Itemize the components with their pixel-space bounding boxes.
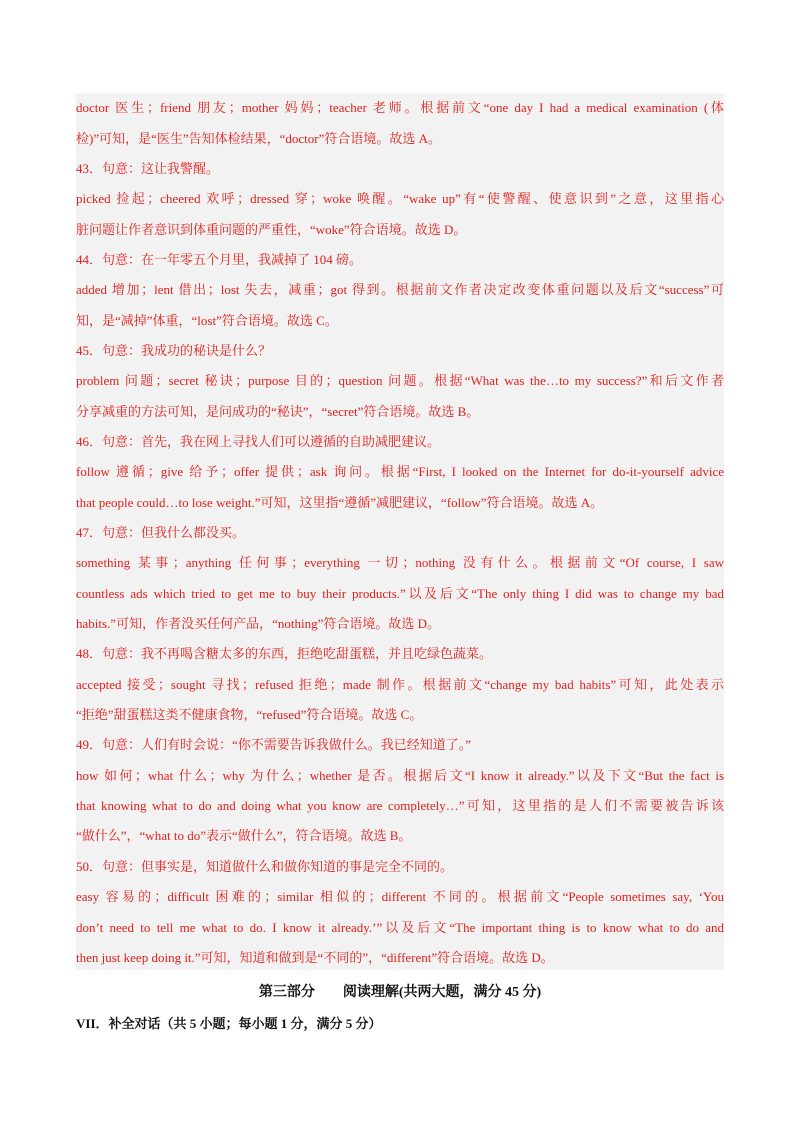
explanation-line: follow 遵循；give 给予；offer 提供；ask 询问。根据“First, I looked on the Internet for do-it-yourself advice <box>76 464 724 479</box>
explanation-line: added 增加；lent 借出；lost 失去，减重；got 得到。根据前文作者决定改变体重问题以及后文“success”可 <box>76 282 724 297</box>
explanation-line: 脏问题让作者意识到体重问题的严重性，“woke”符合语境。故选 D。 <box>76 222 467 237</box>
explanation-line: picked 捡起；cheered 欢呼；dressed 穿；woke 唤醒。“wake up”有“使警醒、使意识到”之意，这里指心 <box>76 191 724 206</box>
question-50-translation: 50．句意：但事实是，知道做什么和做你知道的事是完全不同的。 <box>76 859 454 874</box>
explanation-line: 分享减重的方法可知，是问成功的“秘诀”，“secret”符合语境。故选 B。 <box>76 404 480 419</box>
explanation-line: problem 问题；secret 秘诀；purpose 目的；question 问题。根据“What was the…to my success?”和后文作者 <box>76 373 724 388</box>
explanation-line: that people could…to lose weight.”可知，这里指“遵循”减肥建议，“follow”符合语境。故选 A。 <box>76 495 604 510</box>
explanation-line: habits.”可知，作者没买任何产品，“nothing”符合语境。故选 D。 <box>76 616 440 631</box>
explanation-line: “做什么”，“what to do”表示“做什么”，符合语境。故选 B。 <box>76 828 412 843</box>
explanation-line: easy 容易的；difficult 困难的；similar 相似的；different 不同的。根据前文“People sometimes say, ‘You <box>76 889 724 904</box>
question-49-translation: 49．句意：人们有时会说：“你不需要告诉我做什么。我已经知道了。” <box>76 737 472 752</box>
sub-heading: VII．补全对话（共 5 小题；每小题 1 分，满分 5 分） <box>76 1016 382 1031</box>
explanation-line: countless ads which tried to get me to buy their products.”以及后文“The only thing I did was to change my bad <box>76 586 724 601</box>
question-45-translation: 45．句意：我成功的秘诀是什么？ <box>76 343 272 358</box>
explanation-line: how 如何；what 什么；why 为什么；whether 是否。根据后文“I know it already.”以及下文“But the fact is <box>76 768 724 783</box>
question-48-translation: 48．句意：我不再喝含糖太多的东西，拒绝吃甜蛋糕，并且吃绿色蔬菜。 <box>76 646 493 661</box>
explanation-line: something 某事；anything 任何事；everything 一切；nothing 没有什么。根据前文“Of course, I saw <box>76 555 724 570</box>
explanation-line: that knowing what to do and doing what you know are completely…”可知，这里指的是人们不需要被告诉该 <box>76 798 724 813</box>
explanation-line: don’t need to tell me what to do. I know it already.’”以及后文“The important thing is to know what to do and <box>76 920 724 935</box>
question-47-translation: 47．句意：但我什么都没买。 <box>76 525 246 540</box>
explanation-line: 检)”可知，是“医生”告知体检结果，“doctor”符合语境。故选 A。 <box>76 131 442 146</box>
explanation-line: 知，是“减掉”体重，“lost”符合语境。故选 C。 <box>76 313 338 328</box>
question-46-translation: 46．句意：首先，我在网上寻找人们可以遵循的自助减肥建议。 <box>76 434 441 449</box>
explanation-line: doctor 医生；friend 朋友；mother 妈妈；teacher 老师。根据前文“one day I had a medical examination (体 <box>76 100 724 115</box>
question-44-translation: 44．句意：在一年零五个月里，我减掉了 104 磅。 <box>76 252 363 267</box>
explanation-line: then just keep doing it.”可知，知道和做到是“不同的”，“different”符合语境。故选 D。 <box>76 950 554 965</box>
explanation-line: “拒绝”甜蛋糕这类不健康食物，“refused”符合语境。故选 C。 <box>76 707 423 722</box>
section-heading: 第三部分 阅读理解(共两大题，满分 45 分) <box>258 985 542 1000</box>
question-43-translation: 43．句意：这让我警醒。 <box>76 161 220 176</box>
explanation-line: accepted 接受；sought 寻找；refused 拒绝；made 制作。根据前文“change my bad habits”可知，此处表示 <box>76 677 724 692</box>
